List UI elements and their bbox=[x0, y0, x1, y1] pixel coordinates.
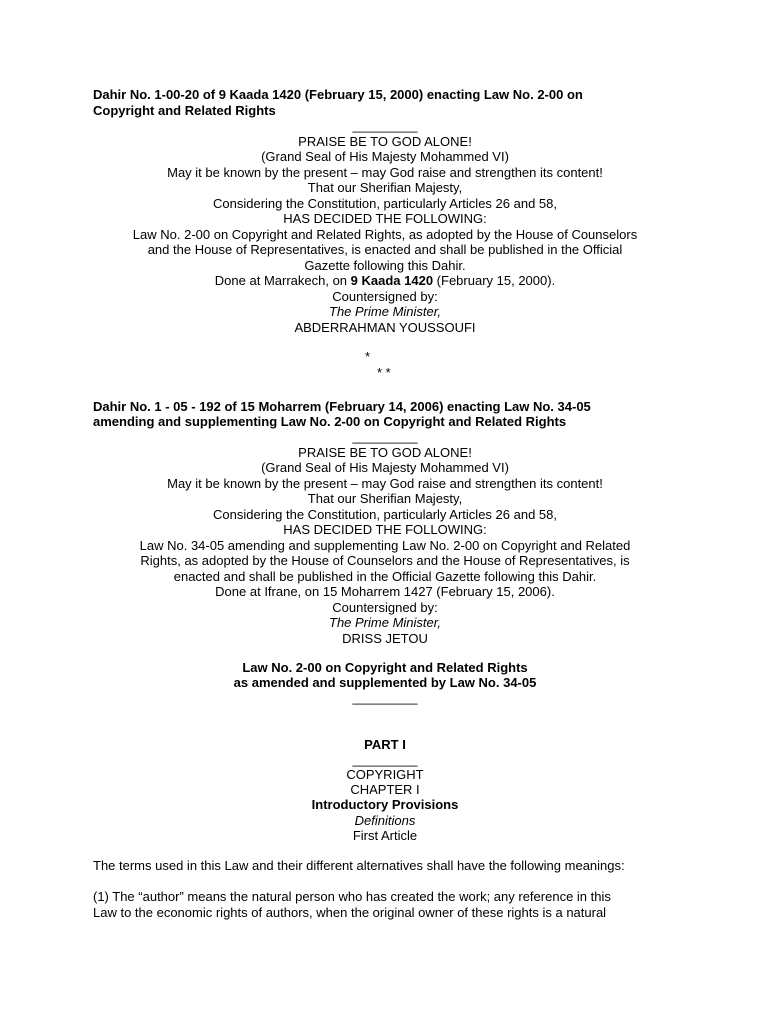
dahir2-considering: Considering the Constitution, particularly Articles 26 and 58, bbox=[213, 507, 557, 522]
law-heading-line1: Law No. 2-00 on Copyright and Related Rights bbox=[242, 660, 528, 675]
dahir1-considering: Considering the Constitution, particularly Articles 26 and 58, bbox=[213, 196, 557, 211]
dahir1-rule: _________ bbox=[352, 118, 418, 133]
dahir1-done-date: 9 Kaada 1420 bbox=[350, 273, 434, 288]
dahir1-done-suffix: (February 15, 2000). bbox=[433, 273, 556, 288]
body-para2-line2: Law to the economic rights of authors, when the original owner of these rights is a natural bbox=[93, 905, 607, 920]
separator-stars: * * bbox=[377, 365, 391, 380]
dahir1-done bbox=[0, 273, 770, 289]
dahir2-known: May it be known by the present – may God raise and strengthen its content! bbox=[167, 476, 603, 491]
dahir2-decided: HAS DECIDED THE FOLLOWING: bbox=[283, 522, 487, 537]
dahir2-seal: (Grand Seal of His Majesty Mohammed VI) bbox=[261, 460, 509, 475]
part-intro: Introductory Provisions bbox=[311, 797, 459, 812]
body-para1: The terms used in this Law and their different alternatives shall have the following meanings: bbox=[93, 858, 625, 873]
dahir2-body-line1: Law No. 34-05 amending and supplementing Law No. 2-00 on Copyright and Related bbox=[139, 538, 631, 553]
dahir2-signatory: DRISS JETOU bbox=[342, 631, 428, 646]
dahir1-decided: HAS DECIDED THE FOLLOWING: bbox=[283, 211, 487, 226]
dahir1-body-line1: Law No. 2-00 on Copyright and Related Rights, as adopted by the House of Counselors bbox=[132, 227, 638, 242]
dahir2-prime-minister: The Prime Minister, bbox=[329, 615, 441, 630]
part-article: First Article bbox=[352, 828, 418, 843]
dahir2-title-line2: amending and supplementing Law No. 2-00 on Copyright and Related Rights bbox=[93, 414, 567, 429]
dahir1-known: May it be known by the present – may God raise and strengthen its content! bbox=[167, 165, 603, 180]
dahir2-majesty: That our Sherifian Majesty, bbox=[307, 491, 463, 506]
dahir2-praise: PRAISE BE TO GOD ALONE! bbox=[298, 445, 472, 460]
law-heading-rule: _________ bbox=[352, 690, 418, 705]
dahir2-done: Done at Ifrane, on 15 Moharrem 1427 (February 15, 2006). bbox=[215, 584, 555, 599]
dahir1-title-line1: Dahir No. 1-00-20 of 9 Kaada 1420 (February 15, 2000) enacting Law No. 2-00 on bbox=[93, 87, 583, 102]
part-definitions: Definitions bbox=[354, 813, 416, 828]
dahir1-done-prefix: Done at Marrakech, on bbox=[214, 273, 351, 288]
law-heading-line2: as amended and supplemented by Law No. 34-05 bbox=[233, 675, 537, 690]
part-rule: _________ bbox=[352, 752, 418, 767]
dahir1-seal: (Grand Seal of His Majesty Mohammed VI) bbox=[261, 149, 509, 164]
part-chapter: CHAPTER I bbox=[350, 782, 420, 797]
part-title: PART I bbox=[364, 737, 406, 752]
dahir1-prime-minister: The Prime Minister, bbox=[329, 304, 441, 319]
dahir1-title-line2: Copyright and Related Rights bbox=[93, 103, 276, 118]
dahir1-majesty: That our Sherifian Majesty, bbox=[307, 180, 463, 195]
dahir1-praise: PRAISE BE TO GOD ALONE! bbox=[298, 134, 472, 149]
dahir1-countersigned: Countersigned by: bbox=[332, 289, 438, 304]
dahir1-signatory: ABDERRAHMAN YOUSSOUFI bbox=[294, 320, 476, 335]
dahir2-body-line3: enacted and shall be published in the Official Gazette following this Dahir. bbox=[173, 569, 597, 584]
dahir1-body-line2: and the House of Representatives, is enacted and shall be published in the Official bbox=[147, 242, 623, 257]
dahir2-body-line2: Rights, as adopted by the House of Counselors and the House of Representatives, is bbox=[140, 553, 630, 568]
dahir1-body-line3: Gazette following this Dahir. bbox=[304, 258, 466, 273]
dahir2-title-line1: Dahir No. 1 ‑ 05 ‑ 192 of 15 Moharrem (February 14, 2006) enacting Law No. 34-05 bbox=[93, 399, 591, 414]
part-copyright: COPYRIGHT bbox=[346, 767, 424, 782]
separator-star: * bbox=[365, 349, 371, 364]
body-para2-line1: (1) The “author” means the natural person who has created the work; any reference in this bbox=[93, 889, 611, 904]
dahir2-countersigned: Countersigned by: bbox=[332, 600, 438, 615]
dahir2-rule: _________ bbox=[352, 429, 418, 444]
